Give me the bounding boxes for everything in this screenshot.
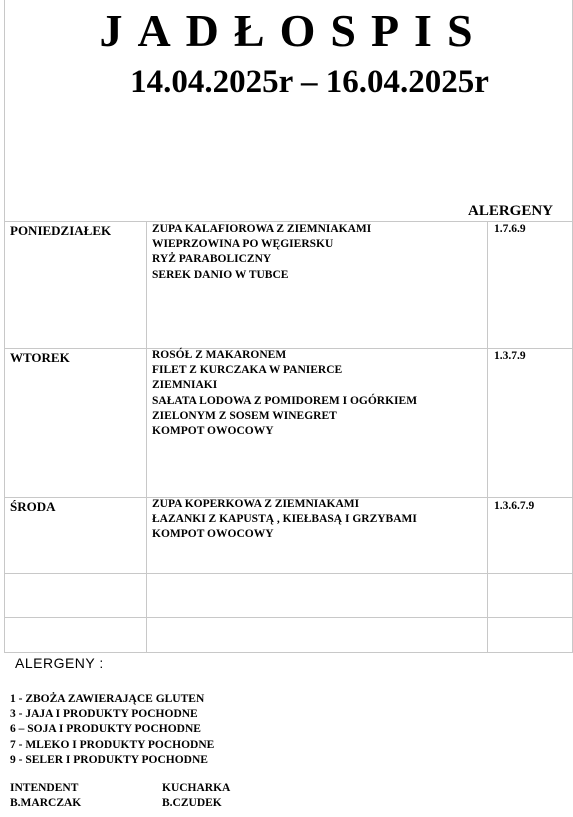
allergen-legend xyxy=(10,692,214,768)
menu-item: WIEPRZOWINA PO WĘGIERSKU xyxy=(152,238,334,251)
signature-role-left: INTENDENT xyxy=(10,782,79,794)
day-name: WTOREK xyxy=(10,350,70,365)
column-divider xyxy=(487,221,488,653)
menu-item: KOMPOT OWOCOWY xyxy=(152,424,274,437)
menu-item: ZUPA KALAFIOROWA Z ZIEMNIAKAMI xyxy=(152,223,372,235)
day-name: ŚRODA xyxy=(10,499,56,514)
menu-item: ZIELONYM Z SOSEM WINEGRET xyxy=(152,409,337,422)
menu-item: ROSÓŁ Z MAKARONEM xyxy=(152,349,287,361)
legend-item: 9 - SELER I PRODUKTY POCHODNE xyxy=(10,753,208,766)
allergen-codes: 1.3.7.9 xyxy=(494,350,526,362)
date-range: 14.04.2025r – 16.04.2025r xyxy=(130,64,489,100)
signature-name-left: B.MARCZAK xyxy=(10,797,82,809)
allergen-codes: 1.7.6.9 xyxy=(494,223,526,235)
day-name: PONIEDZIAŁEK xyxy=(10,223,112,238)
menu-item: ZUPA KOPERKOWA Z ZIEMNIAKAMI xyxy=(152,498,360,510)
signature-role-right: KUCHARKA xyxy=(162,782,231,794)
page-title: JADŁOSPIS xyxy=(99,5,488,56)
menu-item: SAŁATA LODOWA Z POMIDOREM I OGÓRKIEM xyxy=(152,394,418,407)
page-left-border xyxy=(4,0,5,653)
signature-name-right: B.CZUDEK xyxy=(162,797,222,809)
allergens-column-header: ALERGENY xyxy=(468,203,554,219)
day-menu xyxy=(152,497,417,543)
legend-item: 7 - MLEKO I PRODUKTY POCHODNE xyxy=(10,738,215,751)
menu-item: ŁAZANKI Z KAPUSTĄ , KIEŁBASĄ I GRZYBAMI xyxy=(152,513,417,526)
column-divider xyxy=(146,221,147,653)
menu-item: FILET Z KURCZAKA W PANIERCE xyxy=(152,364,343,377)
legend-item: 3 - JAJA I PRODUKTY POCHODNE xyxy=(10,708,198,721)
legend-item: 1 - ZBOŻA ZAWIERAJĄCE GLUTEN xyxy=(10,693,205,705)
menu-item: ZIEMNIAKI xyxy=(152,379,218,392)
legend-title: ALERGENY : xyxy=(15,655,104,671)
legend-item: 6 – SOJA I PRODUKTY POCHODNE xyxy=(10,723,201,736)
day-menu xyxy=(152,348,417,439)
menu-item: SEREK DANIO W TUBCE xyxy=(152,268,289,281)
menu-item: KOMPOT OWOCOWY xyxy=(152,528,274,541)
allergen-codes: 1.3.6.7.9 xyxy=(494,500,535,512)
menu-item: RYŻ PARABOLICZNY xyxy=(152,253,272,266)
day-menu xyxy=(152,222,371,283)
